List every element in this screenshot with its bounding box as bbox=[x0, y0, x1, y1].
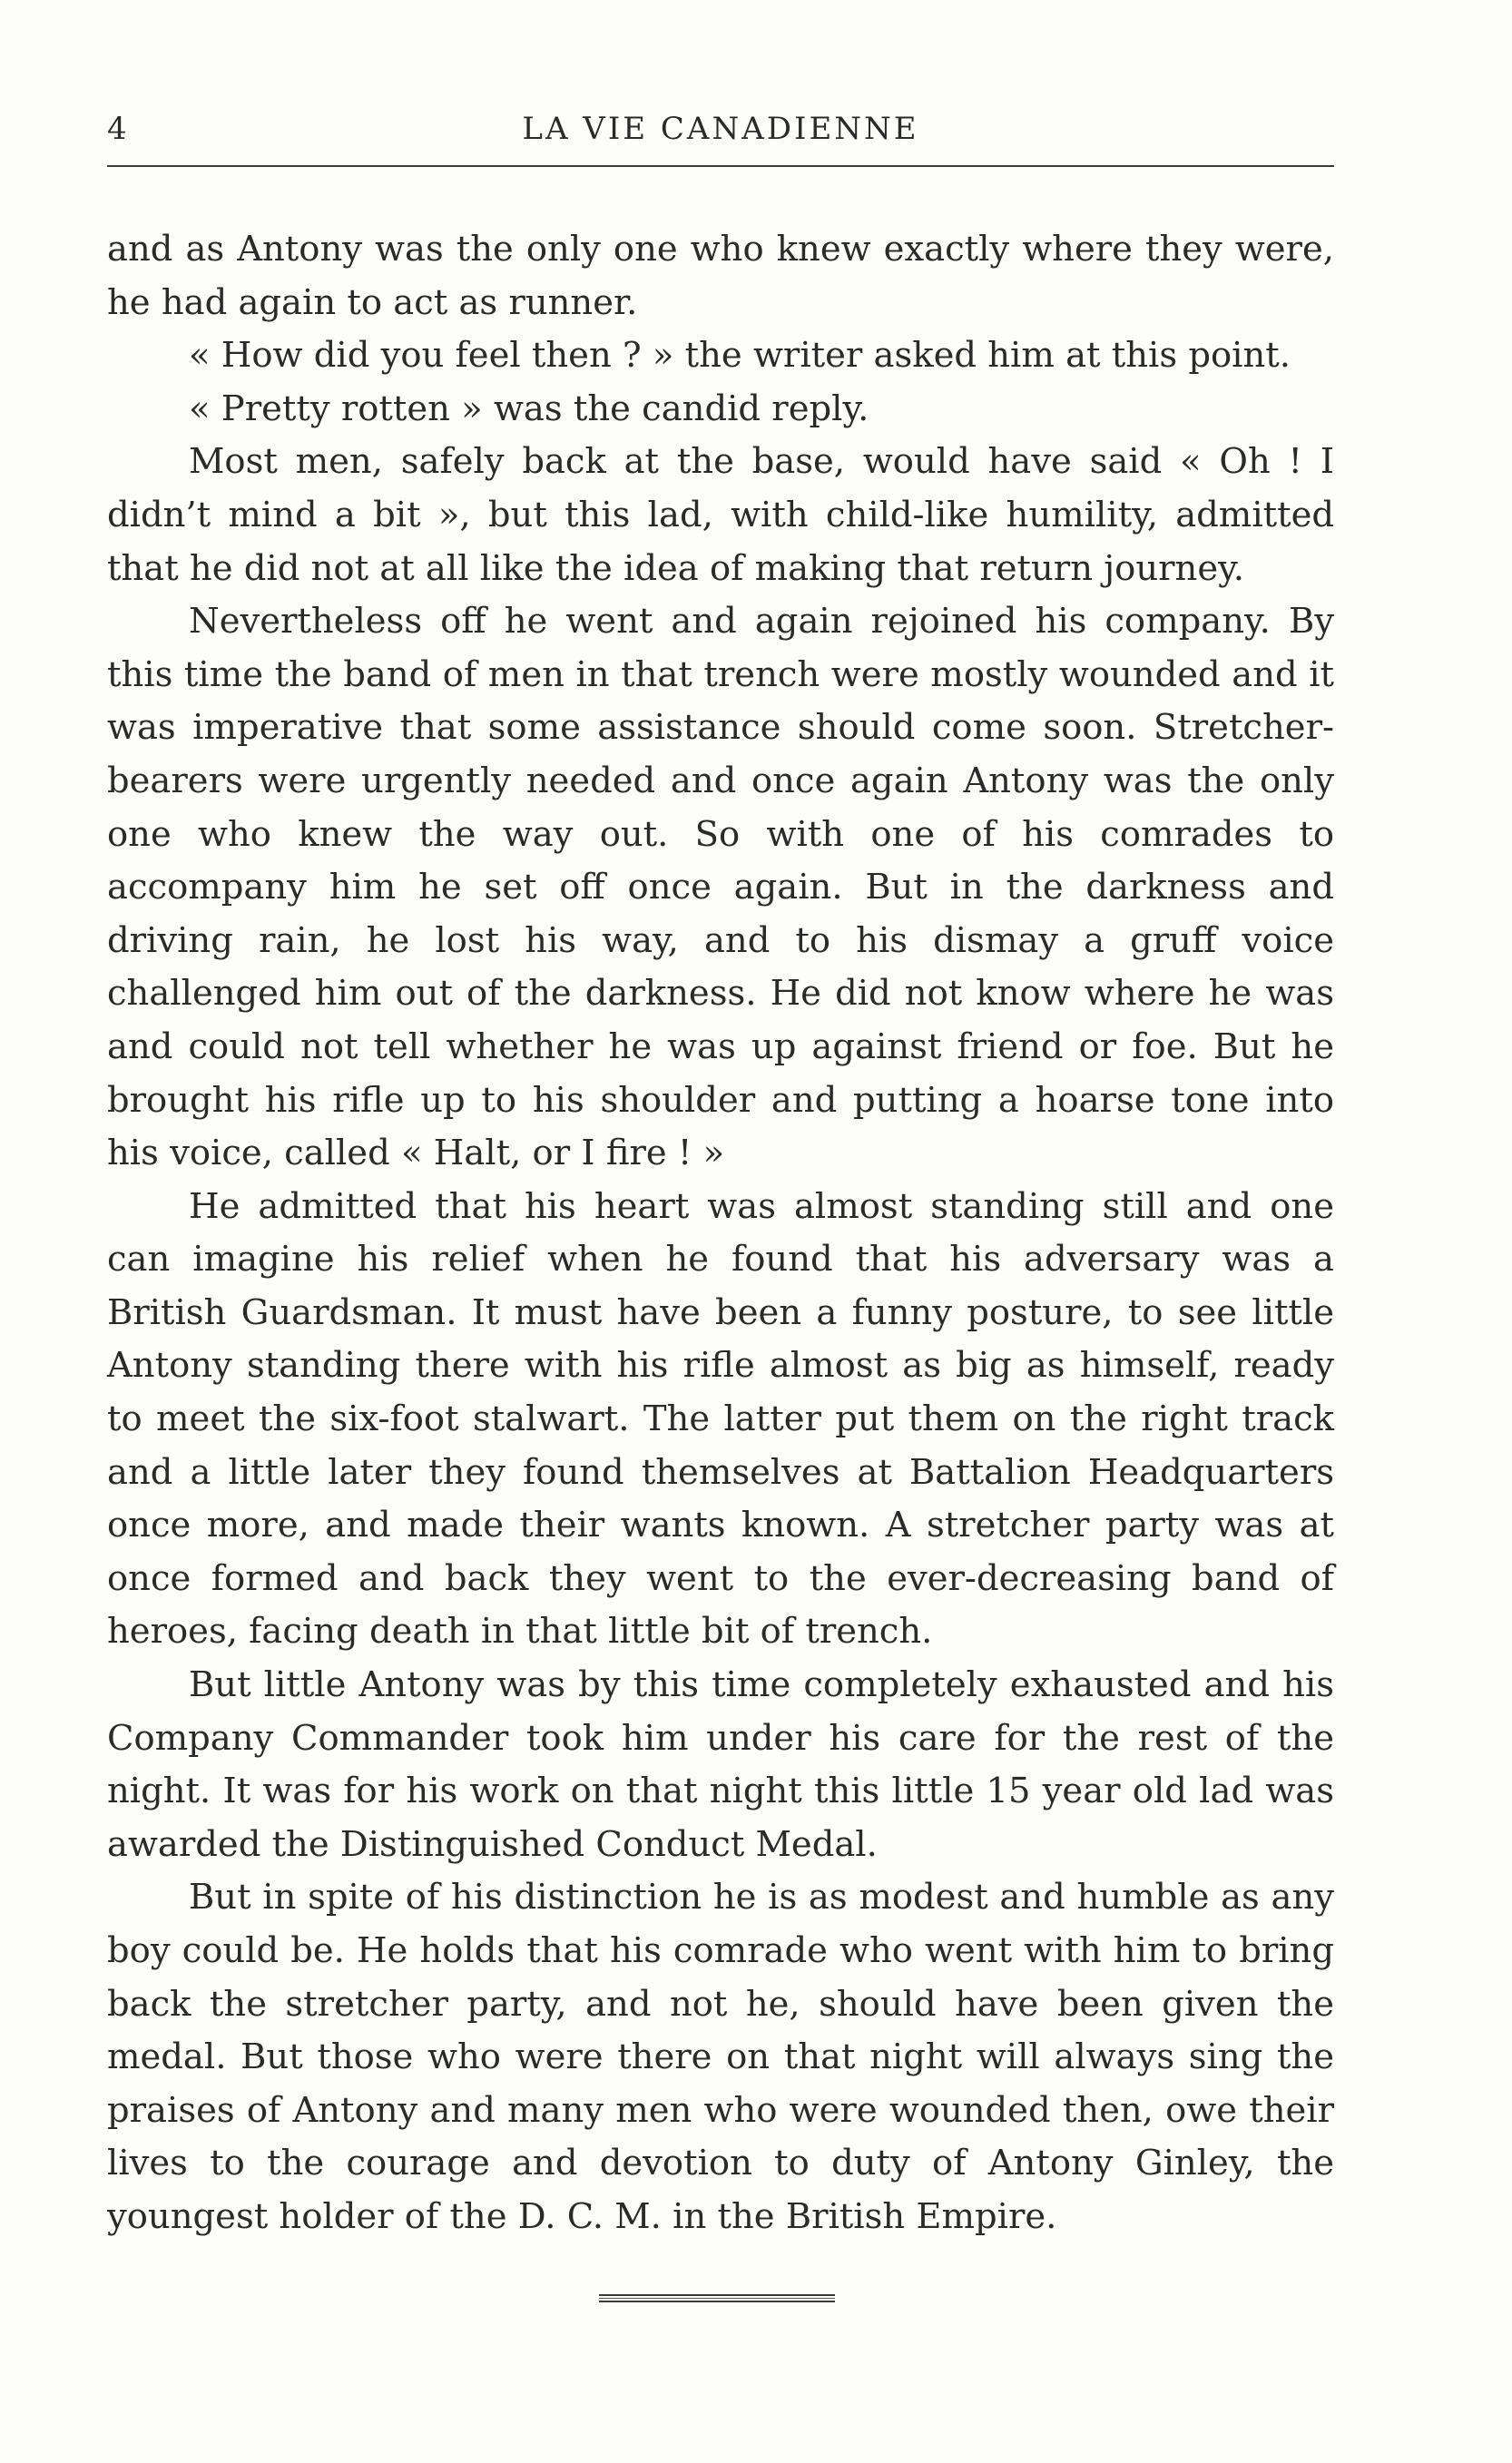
page-number: 4 bbox=[107, 111, 128, 147]
paragraph-modesty: But in spite of his distinction he is as modest and humble as any boy could be. He holds that his comrade who went with him to bring back the stretcher party, and not he, should have been given the medal. But those who were there on that night will always sing the praises of Antony and many men who were wounded then, owe their lives to the courage and devotion to duty of Antony Ginley, the youngest holder of the D. C. M. in the British Empire. bbox=[107, 1877, 1334, 2237]
paragraph-rejoined-company: Nevertheless off he went and again rejoined his company. By this time the band of men in that trench were mostly wounded and it was imperative that some assistance should come soon. Stretcher-bearers were urgently needed and once again Antony was the only one who knew the way out. So with one of his comrades to accompany him he set off once again. But in the darkness and driving rain, he lost his way, and to his dismay a gruff voice challenged him out of the darkness. He did not know where he was and could not tell whether he was up against friend or foe. But he brought his rifle up to his shoulder and putting a hoarse tone into his voice, called « Halt, or I fire ! » bbox=[107, 601, 1334, 1174]
paragraph-exhausted: But little Antony was by this time completely exhausted and his Company Commander took him under his care for the rest of the night. It was for his work on that night this little 15 year old lad was awarded the Distinguished Conduct Medal. bbox=[107, 1664, 1334, 1865]
paragraph-humility: Most men, safely back at the base, would have said « Oh ! I didn’t mind a bit », but this lad, with child-like humility, admitted that he did not at all like the idea of making that return journey. bbox=[107, 441, 1334, 589]
page-header bbox=[107, 111, 1334, 156]
paragraph-question: « How did you feel then ? » the writer asked him at this point. bbox=[189, 335, 1291, 377]
paragraph-guardsman: He admitted that his heart was almost standing still and one can imagine his relief when he found that his adversary was a British Guardsman. It must have been a funny posture, to see little Antony standing there with his rifle almost as big as himself, ready to meet the six-foot stalwart. The latter put them on the right track and a little later they found themselves at Battalion Headquarters once more, and made their wants known. A stretcher party was at once formed and back they went to the ever-decreasing band of heroes, facing death in that little bit of trench. bbox=[107, 1185, 1334, 1653]
end-rule-line-top bbox=[599, 2294, 835, 2296]
paragraph-reply: « Pretty rotten » was the candid reply. bbox=[189, 388, 869, 429]
header-rule bbox=[107, 165, 1334, 167]
paragraph-continuation: and as Antony was the only one who knew exactly where they were, he had again to act as runner. bbox=[107, 229, 1334, 323]
running-title: LA VIE CANADIENNE bbox=[522, 111, 919, 147]
end-rule-line-bottom bbox=[599, 2301, 835, 2302]
end-rule-line-middle bbox=[599, 2298, 835, 2299]
end-of-article-rule bbox=[599, 2294, 835, 2301]
article-body bbox=[107, 223, 1334, 2244]
